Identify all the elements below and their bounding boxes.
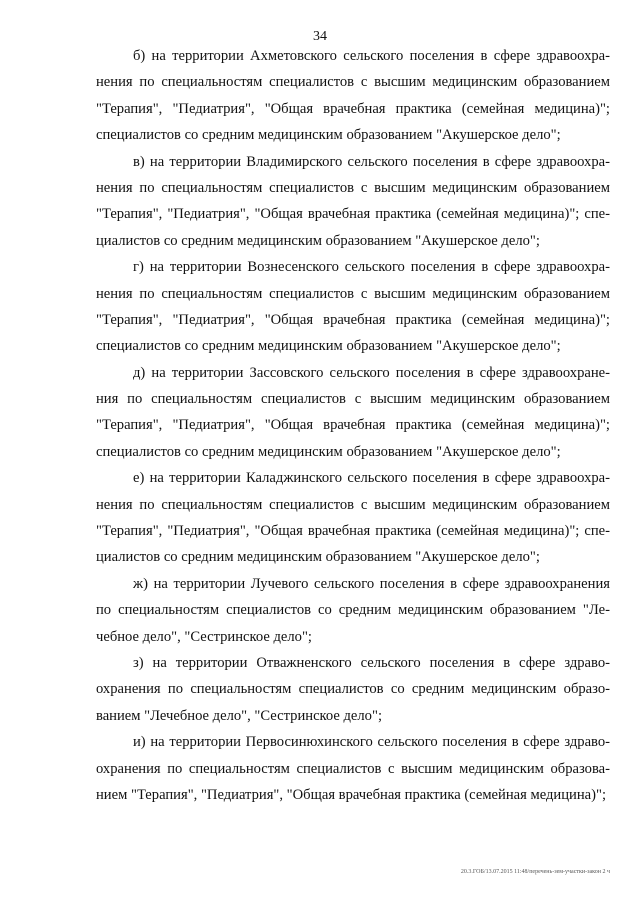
paragraph-line: циалистов со средним медицинским образованием "Акушерское дело"; <box>96 232 540 249</box>
paragraph-line: нения по специальностям специалистов с высшим медицинским образованием <box>96 496 610 513</box>
paragraph-v <box>96 149 610 255</box>
paragraph-line: по специальностям специалистов со средним медицинским образованием "Ле- <box>96 602 610 619</box>
paragraph-line: чебное дело", "Сестринское дело"; <box>96 628 312 645</box>
paragraph-line: "Терапия", "Педиатрия", "Общая врачебная практика (семейная медицина)"; спе- <box>96 206 610 223</box>
paragraph-line: циалистов со средним медицинским образованием "Акушерское дело"; <box>96 549 540 566</box>
paragraph-b <box>96 43 610 149</box>
paragraph-line: ж) на территории Лучевого сельского поселения в сфере здравоохранения <box>133 575 610 592</box>
paragraph-line: б) на территории Ахметовского сельского поселения в сфере здравоохра- <box>133 48 610 64</box>
paragraph-line: нения по специальностям специалистов с высшим медицинским образованием <box>96 285 610 302</box>
paragraph-z <box>96 650 610 729</box>
paragraph-line: "Терапия", "Педиатрия", "Общая врачебная практика (семейная медицина)"; <box>96 100 610 117</box>
paragraph-line: охранения по специальностям специалистов со средним медицинским образо- <box>96 681 610 698</box>
document-body <box>96 43 610 808</box>
paragraph-line: нения по специальностям специалистов с высшим медицинским образованием <box>96 74 610 91</box>
paragraph-zh <box>96 571 610 650</box>
paragraph-line: д) на территории Зассовского сельского поселения в сфере здравоохране- <box>133 364 610 381</box>
paragraph-line: г) на территории Вознесенского сельского поселения в сфере здравоохра- <box>133 259 610 276</box>
paragraph-line: ванием "Лечебное дело", "Сестринское дело"; <box>96 707 382 724</box>
paragraph-line: специалистов со средним медицинским образованием "Акушерское дело"; <box>96 338 561 355</box>
paragraph-d <box>96 360 610 466</box>
paragraph-e <box>96 465 610 571</box>
paragraph-i <box>96 729 610 808</box>
paragraph-line: "Терапия", "Педиатрия", "Общая врачебная практика (семейная медицина)"; <box>96 417 610 434</box>
paragraph-line: нием "Терапия", "Педиатрия", "Общая врачебная практика (семейная медицина)"; <box>96 786 607 803</box>
paragraph-line: "Терапия", "Педиатрия", "Общая врачебная практика (семейная медицина)"; спе- <box>96 523 610 540</box>
paragraph-g <box>96 254 610 360</box>
paragraph-line: з) на территории Отважненского сельского поселения в сфере здраво- <box>133 654 610 671</box>
paragraph-line: е) на территории Каладжинского сельского поселения в сфере здравоохра- <box>133 470 610 487</box>
paragraph-line: и) на территории Первосинюхинского сельского поселения в сфере здраво- <box>133 734 610 751</box>
paragraph-line: "Терапия", "Педиатрия", "Общая врачебная практика (семейная медицина)"; <box>96 311 610 328</box>
paragraph-line: в) на территории Владимирского сельского поселения в сфере здравоохра- <box>133 153 610 170</box>
paragraph-line: ния по специальностям специалистов с высшим медицинским образованием <box>96 391 610 408</box>
paragraph-line: специалистов со средним медицинским образованием "Акушерское дело"; <box>96 127 561 144</box>
paragraph-line: нения по специальностям специалистов с высшим медицинским образованием <box>96 179 610 196</box>
paragraph-line: охранения по специальностям специалистов с высшим медицинским образова- <box>96 760 610 777</box>
paragraph-line: специалистов со средним медицинским образованием "Акушерское дело"; <box>96 443 561 460</box>
footer-stamp: 20.3.ГОБ/13.07.2015 11:48/перечень-зем-участки-закон 2 ч <box>460 869 610 875</box>
page-number: 34 <box>313 29 327 44</box>
